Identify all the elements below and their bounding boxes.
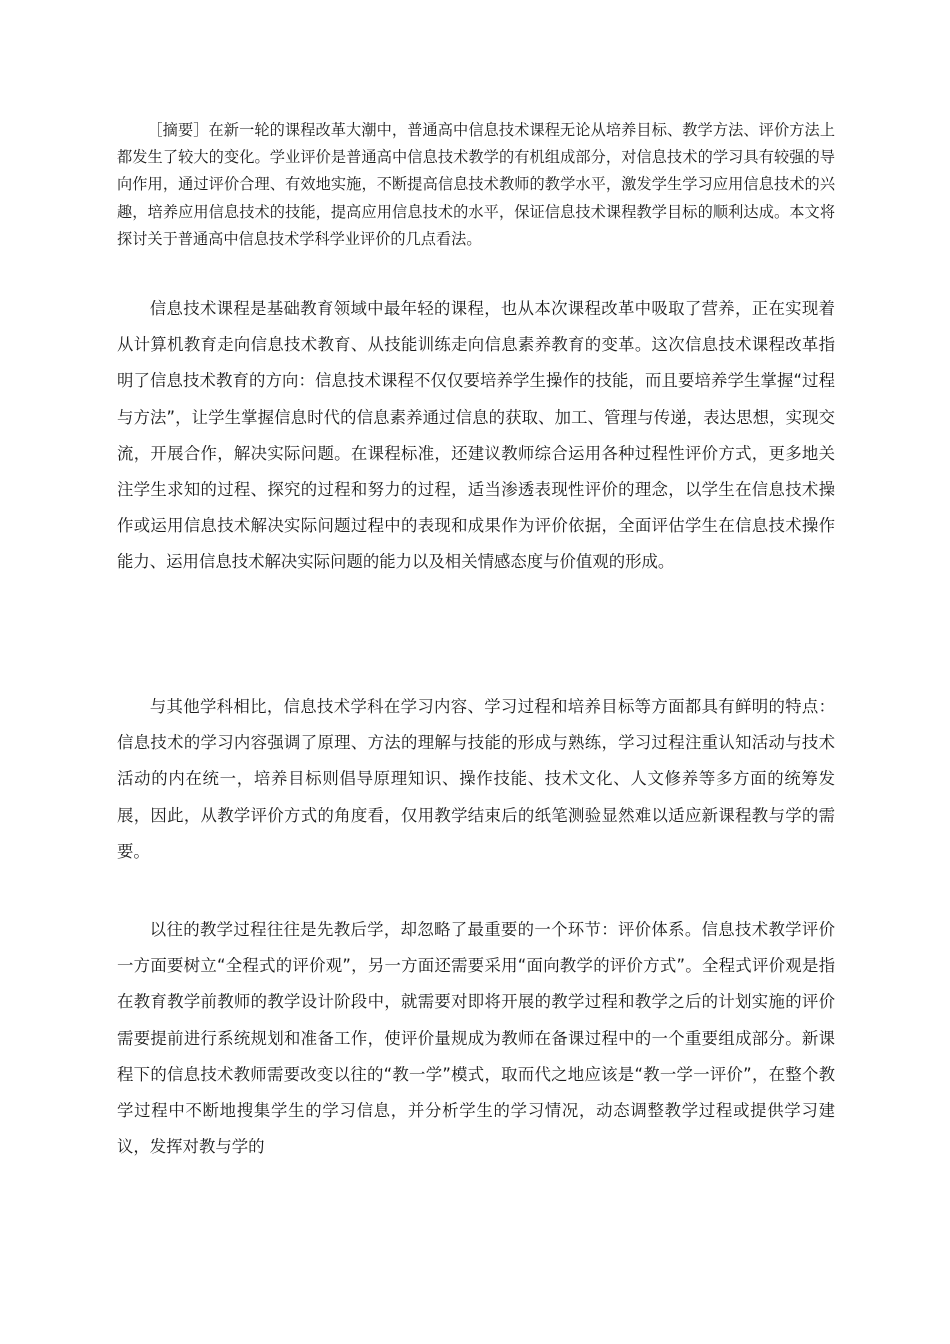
- abstract-paragraph: ［摘要］在新一轮的课程改革大潮中，普通高中信息技术课程无论从培养目标、教学方法、评价方法上都发生了较大的变化。学业评价是普通高中信息技术教学的有机组成部分，对信息技术的学习具有较强的导向作用，通过评价合理、有效地实施，不断提高信息技术教师的教学水平，激发学生学习应用信息技术的兴趣，培养应用信息技术的技能，提高应用信息技术的水平，保证信息技术课程教学目标的顺利达成。本文将探讨关于普通高中信息技术学科学业评价的几点看法。: [117, 121, 835, 248]
- body-paragraph-2: 与其他学科相比，信息技术学科在学习内容、学习过程和培养目标等方面都具有鲜明的特点：信息技术的学习内容强调了原理、方法的理解与技能的形成与熟练，学习过程注重认知活动与技术活动的内在统一，培养目标则倡导原理知识、操作技能、技术文化、人文修养等多方面的统筹发展，因此，从教学评价方式的角度看，仅用教学结束后的纸笔测验显然难以适应新课程教与学的需要。: [117, 697, 835, 861]
- body-paragraph-3: 以往的教学过程往往是先教后学，却忽略了最重要的一个环节：评价体系。信息技术教学评价一方面要树立“全程式的评价观”，另一方面还需要采用“面向教学的评价方式”。全程式评价观是指在教育教学前教师的教学设计阶段中，就需要对即将开展的教学过程和教学之后的计划实施的评价需要提前进行系统规划和准备工作，使评价量规成为教师在备课过程中的一个重要组成部分。新课程下的信息技术教师需要改变以往的“教一学”模式，取而代之地应该是“教一学一评价”，在整个教学过程中不断地搜集学生的学习信息，并分析学生的学习情况，动态调整教学过程或提供学习建议，发挥对教与学的: [117, 920, 835, 1157]
- body-paragraph-1: 信息技术课程是基础教育领域中最年轻的课程，也从本次课程改革中吸取了营养，正在实现着从计算机教育走向信息技术教育、从技能训练走向信息素养教育的变革。这次信息技术课程改革指明了信息技术教育的方向：信息技术课程不仅仅要培养学生操作的技能，而且要培养学生掌握“过程与方法”，让学生掌握信息时代的信息素养通过信息的获取、加工、管理与传递，表达思想，实现交流，开展合作，解决实际问题。在课程标准，还建议教师综合运用各种过程性评价方式，更多地关注学生求知的过程、探究的过程和努力的过程，适当渗透表现性评价的理念，以学生在信息技术操作或运用信息技术解决实际问题过程中的表现和成果作为评价依据，全面评估学生在信息技术操作能力、运用信息技术解决实际问题的能力以及相关情感态度与价值观的形成。: [117, 299, 835, 572]
